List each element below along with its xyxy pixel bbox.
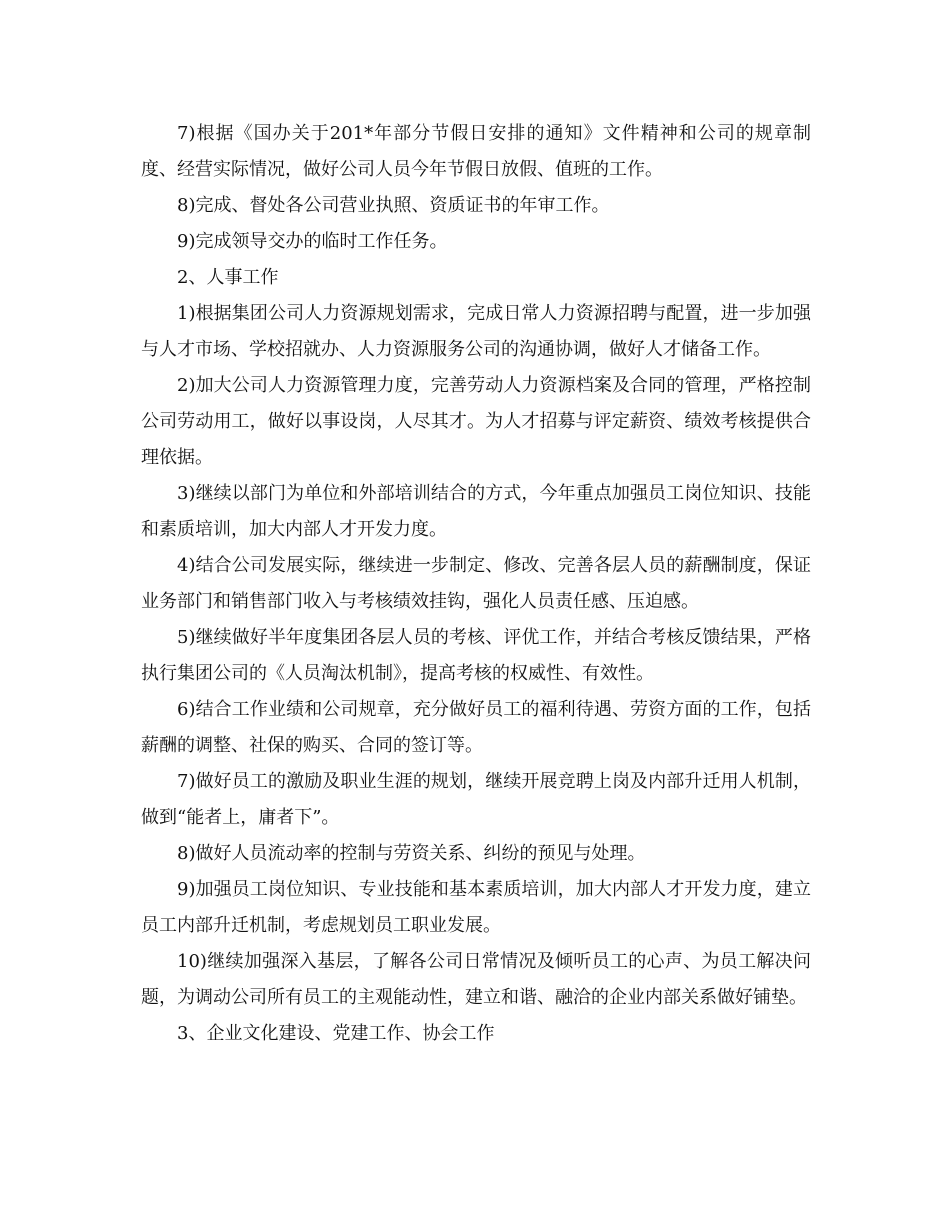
paragraph-training: 3)继续以部门为单位和外部培训结合的方式，今年重点加强员工岗位知识、技能和素质培训，加大内部人才开发力度。 bbox=[141, 483, 811, 540]
paragraph-assessment: 5)继续做好半年度集团各层人员的考核、评优工作，并结合考核反馈结果，严格执行集团公司的《人员淘汰机制》，提高考核的权威性、有效性。 bbox=[141, 627, 811, 684]
document-body bbox=[141, 116, 811, 1052]
paragraph-license-review: 8)完成、督处各公司营业执照、资质证书的年审工作。 bbox=[177, 195, 610, 216]
paragraph-grassroots-engagement: 10)继续加强深入基层，了解各公司日常情况及倾听员工的心声、为员工解决问题，为调动公司所有员工的主观能动性，建立和谐、融洽的企业内部关系做好铺垫。 bbox=[141, 951, 811, 1008]
paragraph-benefits: 6)结合工作业绩和公司规章，充分做好员工的福利待遇、劳资方面的工作，包括薪酬的调整、社保的购买、合同的签订等。 bbox=[141, 699, 811, 756]
paragraph-recruitment: 1)根据集团公司人力资源规划需求，完成日常人力资源招聘与配置，进一步加强与人才市场、学校招就办、人力资源服务公司的沟通协调，做好人才储备工作。 bbox=[141, 303, 811, 360]
paragraph-compensation: 4)结合公司发展实际，继续进一步制定、修改、完善各层人员的薪酬制度，保证业务部门和销售部门收入与考核绩效挂钩，强化人员责任感、压迫感。 bbox=[141, 555, 811, 612]
paragraph-turnover-control: 8)做好人员流动率的控制与劳资关系、纠纷的预见与处理。 bbox=[177, 843, 646, 864]
section-heading-personnel: 2、人事工作 bbox=[177, 267, 279, 288]
paragraph-skill-training: 9)加强员工岗位知识、专业技能和基本素质培训，加大内部人才开发力度，建立员工内部升迁机制，考虑规划员工职业发展。 bbox=[141, 879, 811, 936]
paragraph-holiday-arrangement: 7)根据《国办关于201*年部分节假日安排的通知》文件精神和公司的规章制度、经营实际情况，做好公司人员今年节假日放假、值班的工作。 bbox=[141, 123, 811, 180]
paragraph-career-planning: 7)做好员工的激励及职业生涯的规划，继续开展竞聘上岗及内部升迁用人机制，做到“能者上，庸者下”。 bbox=[141, 771, 811, 828]
paragraph-hr-management: 2)加大公司人力资源管理力度，完善劳动人力资源档案及合同的管理，严格控制公司劳动用工，做好以事设岗，人尽其才。为人才招募与评定薪资、绩效考核提供合理依据。 bbox=[141, 375, 811, 468]
section-heading-culture: 3、企业文化建设、党建工作、协会工作 bbox=[177, 1023, 495, 1044]
paragraph-temporary-tasks: 9)完成领导交办的临时工作任务。 bbox=[177, 231, 448, 252]
